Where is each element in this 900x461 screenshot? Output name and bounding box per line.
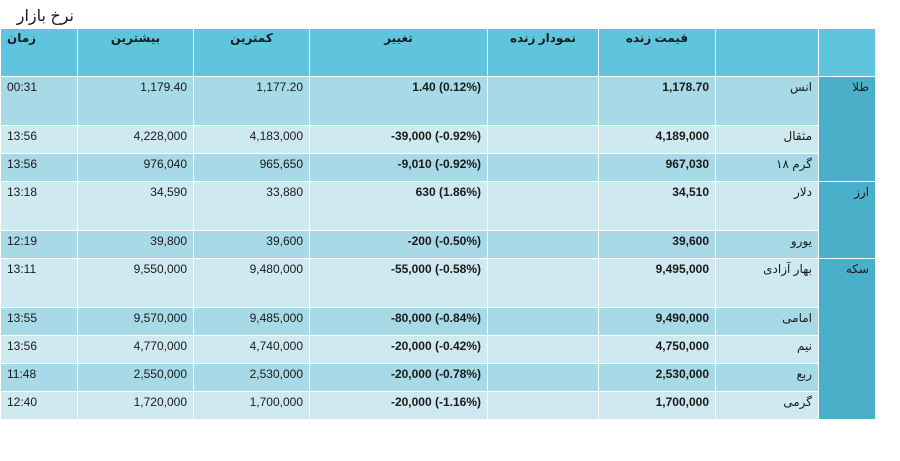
price-cell: 967,030 <box>599 154 716 182</box>
change-cell: -20,000 (-0.78%) <box>310 364 488 392</box>
price-cell: 9,490,000 <box>599 308 716 336</box>
change-cell: -39,000 (-0.92%) <box>310 126 488 154</box>
name-cell: نیم <box>716 336 819 364</box>
max-cell: 34,590 <box>78 182 194 231</box>
live-chart-cell[interactable] <box>488 77 599 126</box>
time-cell: 00:31 <box>1 77 78 126</box>
header-min: کمترین <box>194 29 310 77</box>
page-title: نرخ بازار <box>16 8 74 25</box>
change-cell: -55,000 (-0.58%) <box>310 259 488 308</box>
time-cell: 13:11 <box>1 259 78 308</box>
table-row <box>1 231 876 259</box>
table-row <box>1 182 876 231</box>
table-row <box>1 77 876 126</box>
header-name <box>716 29 819 77</box>
change-cell: 1.40 (0.12%) <box>310 77 488 126</box>
max-cell: 4,228,000 <box>78 126 194 154</box>
live-chart-cell[interactable] <box>488 182 599 231</box>
min-cell: 4,740,000 <box>194 336 310 364</box>
time-cell: 13:55 <box>1 308 78 336</box>
name-cell: امامی <box>716 308 819 336</box>
table-row <box>1 336 876 364</box>
change-cell: -200 (-0.50%) <box>310 231 488 259</box>
max-cell: 9,570,000 <box>78 308 194 336</box>
market-rates-table <box>0 28 876 420</box>
name-cell: بهار آزادی <box>716 259 819 308</box>
max-cell: 1,720,000 <box>78 392 194 420</box>
group-currency: ارز <box>819 182 876 259</box>
max-cell: 2,550,000 <box>78 364 194 392</box>
min-cell: 33,880 <box>194 182 310 231</box>
price-cell: 39,600 <box>599 231 716 259</box>
min-cell: 39,600 <box>194 231 310 259</box>
max-cell: 1,179.40 <box>78 77 194 126</box>
price-cell: 1,700,000 <box>599 392 716 420</box>
name-cell: دلار <box>716 182 819 231</box>
name-cell: ربع <box>716 364 819 392</box>
table-row <box>1 308 876 336</box>
min-cell: 965,650 <box>194 154 310 182</box>
live-chart-cell[interactable] <box>488 392 599 420</box>
change-cell: 630 (1.86%) <box>310 182 488 231</box>
price-cell: 1,178.70 <box>599 77 716 126</box>
live-chart-cell[interactable] <box>488 336 599 364</box>
min-cell: 1,700,000 <box>194 392 310 420</box>
name-cell: گرمی <box>716 392 819 420</box>
live-chart-cell[interactable] <box>488 259 599 308</box>
max-cell: 976,040 <box>78 154 194 182</box>
price-cell: 9,495,000 <box>599 259 716 308</box>
time-cell: 13:56 <box>1 154 78 182</box>
price-cell: 4,189,000 <box>599 126 716 154</box>
max-cell: 39,800 <box>78 231 194 259</box>
table-row <box>1 364 876 392</box>
price-cell: 2,530,000 <box>599 364 716 392</box>
live-chart-cell[interactable] <box>488 308 599 336</box>
header-live-chart: نمودار زنده <box>488 29 599 77</box>
price-cell: 4,750,000 <box>599 336 716 364</box>
table-row <box>1 392 876 420</box>
min-cell: 9,480,000 <box>194 259 310 308</box>
time-cell: 13:56 <box>1 126 78 154</box>
price-cell: 34,510 <box>599 182 716 231</box>
group-coin: سکه <box>819 259 876 420</box>
time-cell: 13:56 <box>1 336 78 364</box>
name-cell: مثقال <box>716 126 819 154</box>
table-row <box>1 259 876 308</box>
table-row <box>1 126 876 154</box>
name-cell: یورو <box>716 231 819 259</box>
live-chart-cell[interactable] <box>488 154 599 182</box>
change-cell: -20,000 (-1.16%) <box>310 392 488 420</box>
max-cell: 4,770,000 <box>78 336 194 364</box>
name-cell: گرم ۱۸ <box>716 154 819 182</box>
min-cell: 9,485,000 <box>194 308 310 336</box>
group-gold: طلا <box>819 77 876 182</box>
time-cell: 11:48 <box>1 364 78 392</box>
header-group <box>819 29 876 77</box>
live-chart-cell[interactable] <box>488 231 599 259</box>
header-time: زمان <box>1 29 78 77</box>
name-cell: انس <box>716 77 819 126</box>
table-row <box>1 154 876 182</box>
change-cell: -9,010 (-0.92%) <box>310 154 488 182</box>
min-cell: 2,530,000 <box>194 364 310 392</box>
header-change: تغییر <box>310 29 488 77</box>
time-cell: 13:18 <box>1 182 78 231</box>
header-max: بیشترین <box>78 29 194 77</box>
change-cell: -80,000 (-0.84%) <box>310 308 488 336</box>
max-cell: 9,550,000 <box>78 259 194 308</box>
table-header-row <box>1 29 876 77</box>
min-cell: 4,183,000 <box>194 126 310 154</box>
min-cell: 1,177.20 <box>194 77 310 126</box>
live-chart-cell[interactable] <box>488 364 599 392</box>
live-chart-cell[interactable] <box>488 126 599 154</box>
time-cell: 12:19 <box>1 231 78 259</box>
change-cell: -20,000 (-0.42%) <box>310 336 488 364</box>
header-live-price: قیمت زنده <box>599 29 716 77</box>
time-cell: 12:40 <box>1 392 78 420</box>
